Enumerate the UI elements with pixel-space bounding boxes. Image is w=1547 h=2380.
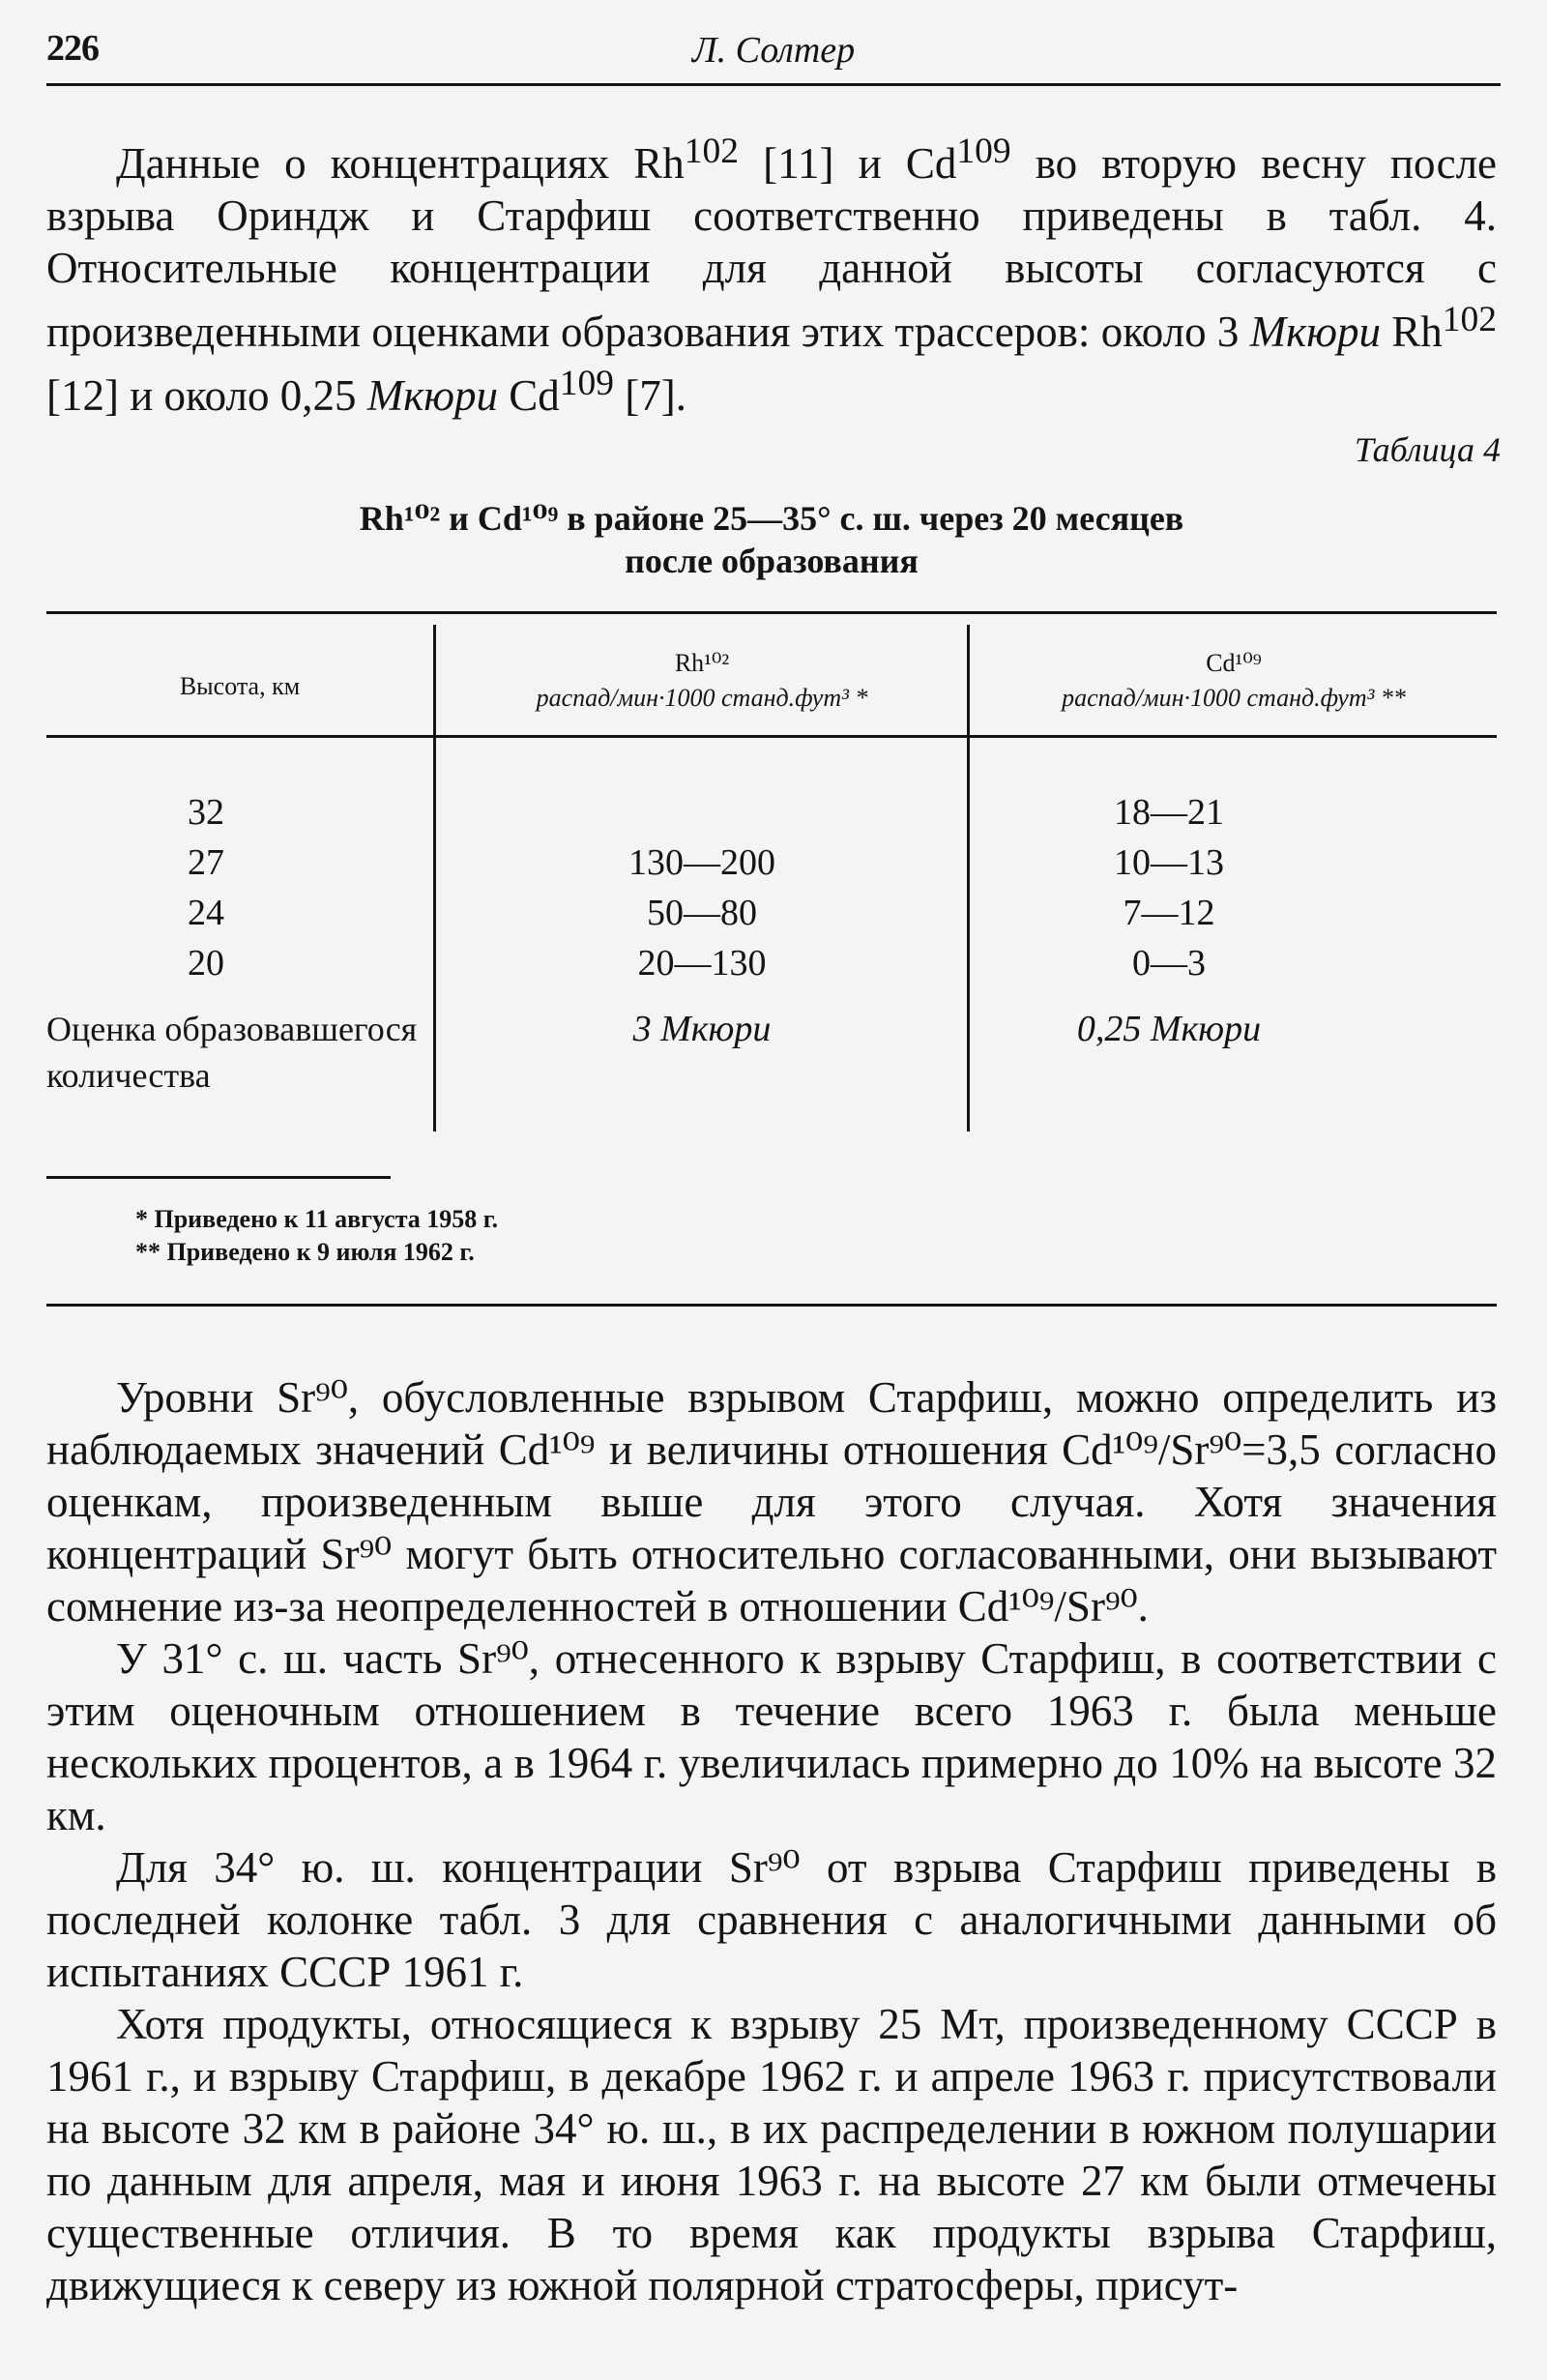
estimate-rh: 3 Мкюри [632, 1009, 772, 1049]
table-cell-rh: 50—80 [647, 893, 757, 933]
main-text [46, 1371, 1497, 2311]
table-label: Таблица 4 [1354, 430, 1501, 469]
paragraph: Для 34° ю. ш. концентрации Sr⁹⁰ от взрыва Старфиш приведены в последней колонке табл. 3 для сравнения с аналогичными данными об испытаниях СССР 1961 г. [46, 1843, 1497, 1996]
table-column-divider [433, 625, 436, 1131]
table-header-rule [46, 735, 1497, 738]
table-footnotes [135, 1203, 498, 1269]
column-header-height: Высота, км [179, 672, 301, 700]
column-header-rh: Rh¹⁰² распад/мин·1000 станд.фут³ * [536, 649, 868, 712]
page-number: 226 [46, 28, 99, 69]
intro-paragraph: Данные о концентрациях Rh$^{102}$ [11] и Cd$^{109}$ во вторую весну после взрыва Ориндж и Старфиш соответственно приведены в табл. 4. Относительные концентрации для данной высоты согласуются с произведенными оценками образования этих трассеров: около 3 Мкюри Rh$^{102}$ [12] и около 0,25 Мкюри Cd$^{109}$ [7]. [46, 132, 1498, 420]
table-title: Rh¹⁰² и Cd¹⁰⁹ в районе 25—35° с. ш. через 20 месяцев после образования [359, 499, 1184, 580]
table-cell-height: 32 [188, 792, 224, 833]
page-header [46, 27, 1501, 75]
table-cell-height: 20 [188, 943, 224, 984]
header-rule [46, 83, 1501, 86]
table-cell-height: 24 [188, 893, 224, 933]
table-top-rule [46, 611, 1497, 614]
paragraph: Уровни Sr⁹⁰, обусловленные взрывом Старфиш, можно определить из наблюдаемых значений Cd¹⁰⁹ и величины отношения Cd¹⁰⁹/Sr⁹⁰=3,5 согласно оценкам, произведенным выше для этого случая. Хотя значения концентраций Sr⁹⁰ могут быть относительно согласованными, они вызывают сомнение из-за неопределенностей в отношении Cd¹⁰⁹/Sr⁹⁰. [46, 1373, 1497, 1631]
table-cell-rh: 130—200 [628, 842, 775, 883]
running-title: Л. Солтер [691, 30, 856, 71]
table-cell-cd: 18—21 [1114, 792, 1224, 833]
table-cell-cd: 0—3 [1132, 943, 1206, 984]
column-header-cd: Cd¹⁰⁹ распад/мин·1000 станд.фут³ ** [1062, 649, 1406, 712]
estimate-label: Оценка образовавшегося количества [46, 1010, 418, 1095]
table-cell-rh: 20—130 [637, 943, 767, 984]
estimate-cd: 0,25 Мкюри [1076, 1009, 1262, 1049]
table-cell-cd: 7—12 [1123, 893, 1215, 933]
footnote: * Приведено к 11 августа 1958 г. [135, 1205, 499, 1233]
paragraph: Хотя продукты, относящиеся к взрыву 25 Мт, произведенному СССР в 1961 г., и взрыву Старфиш, в декабре 1962 г. и апреле 1963 г. присутствовали на высоте 32 км в районе 34° ю. ш., в их распределении в южном полушарии по данным для апреля, мая и июня 1963 г. на высоте 27 км были отмечены существенные отличия. В то время как продукты взрыва Старфиш, движущиеся к северу из южной полярной стратосферы, присут- [46, 2000, 1497, 2309]
table-cell-cd: 10—13 [1114, 842, 1224, 883]
table-cell-height: 27 [188, 842, 224, 883]
table-column-divider [967, 625, 970, 1131]
paragraph: У 31° с. ш. часть Sr⁹⁰, отнесенного к взрыву Старфиш, в соответствии с этим оценочным отношением в течение всего 1963 г. была меньше нескольких процентов, а в 1964 г. увеличилась примерно до 10% на высоте 32 км. [46, 1634, 1497, 1839]
table-bottom-rule [46, 1304, 1497, 1307]
footnote: ** Приведено к 9 июля 1962 г. [135, 1238, 475, 1266]
footnote-rule [46, 1176, 391, 1179]
